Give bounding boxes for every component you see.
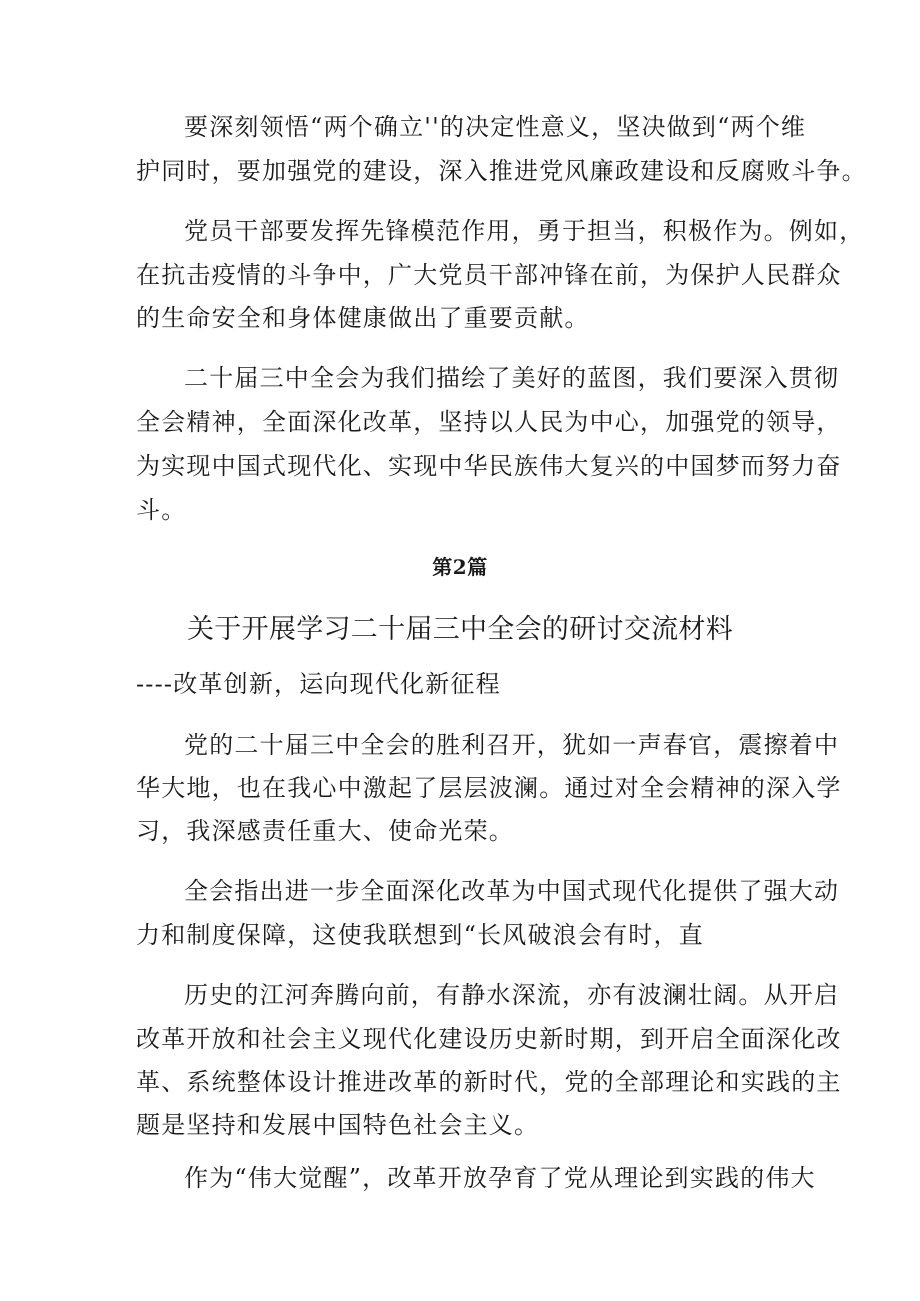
section-label: 第2篇 bbox=[432, 555, 488, 579]
paragraph-line: 斗。 bbox=[136, 496, 187, 524]
paragraph-line: 党的二十届三中全会的胜利召开，犹如一声春官，震擦着中 bbox=[184, 731, 840, 759]
paragraph-line: 党员干部要发挥先锋模范作用，勇于担当，积极作为。例如， bbox=[184, 217, 865, 245]
paragraph-line: 作为“伟大觉醒”，改革开放孕育了党从理论到实践的伟大 bbox=[184, 1164, 816, 1192]
paragraph-line: 全会指出进一步全面深化改革为中国式现代化提供了强大动 bbox=[184, 877, 840, 905]
paragraph-line: 护同时，要加强党的建设，深入推进党风廉政建设和反腐败斗争。 bbox=[136, 157, 867, 185]
paragraph-line: 革、系统整体设计推进改革的新时代，党的全部理论和实践的主 bbox=[136, 1068, 842, 1096]
paragraph-line: 要深刻领悟“两个确立''的决定性意义，坚决做到“两个维 bbox=[184, 113, 807, 141]
paragraph-line: 题是坚持和发展中国特色社会主义。 bbox=[136, 1111, 540, 1139]
document-title: 关于开展学习二十届三中全会的研讨交流材料 bbox=[187, 614, 733, 645]
paragraph-line: 二十届三中全会为我们描绘了美好的蓝图，我们要深入贯彻 bbox=[184, 364, 840, 392]
paragraph-line: 为实现中国式现代化、实现中华民族伟大复兴的中国梦而努力奋 bbox=[136, 452, 842, 480]
paragraph-line: 的生命安全和身体健康做出了重要贡献。 bbox=[136, 304, 590, 332]
document-subtitle: ----改革创新，运向现代化新征程 bbox=[136, 670, 501, 698]
paragraph-line: 改革开放和社会主义现代化建设历史新时期，到开启全面深化改 bbox=[136, 1025, 842, 1053]
paragraph-line: 习，我深感责任重大、使命光荣。 bbox=[136, 817, 514, 845]
paragraph-line: 力和制度保障，这使我联想到“长风破浪会有时，直 bbox=[136, 921, 704, 949]
paragraph-line: 历史的江河奔腾向前，有静水深流，亦有波澜壮阔。从开启 bbox=[184, 981, 840, 1009]
paragraph-line: 在抗击疫情的斗争中，广大党员干部冲锋在前，为保护人民群众 bbox=[136, 261, 842, 289]
paragraph-line: 全会精神，全面深化改革，坚持以人民为中心，加强党的领导， bbox=[136, 408, 842, 436]
paragraph-line: 华大地，也在我心中激起了层层波澜。通过对全会精神的深入学 bbox=[136, 774, 842, 802]
